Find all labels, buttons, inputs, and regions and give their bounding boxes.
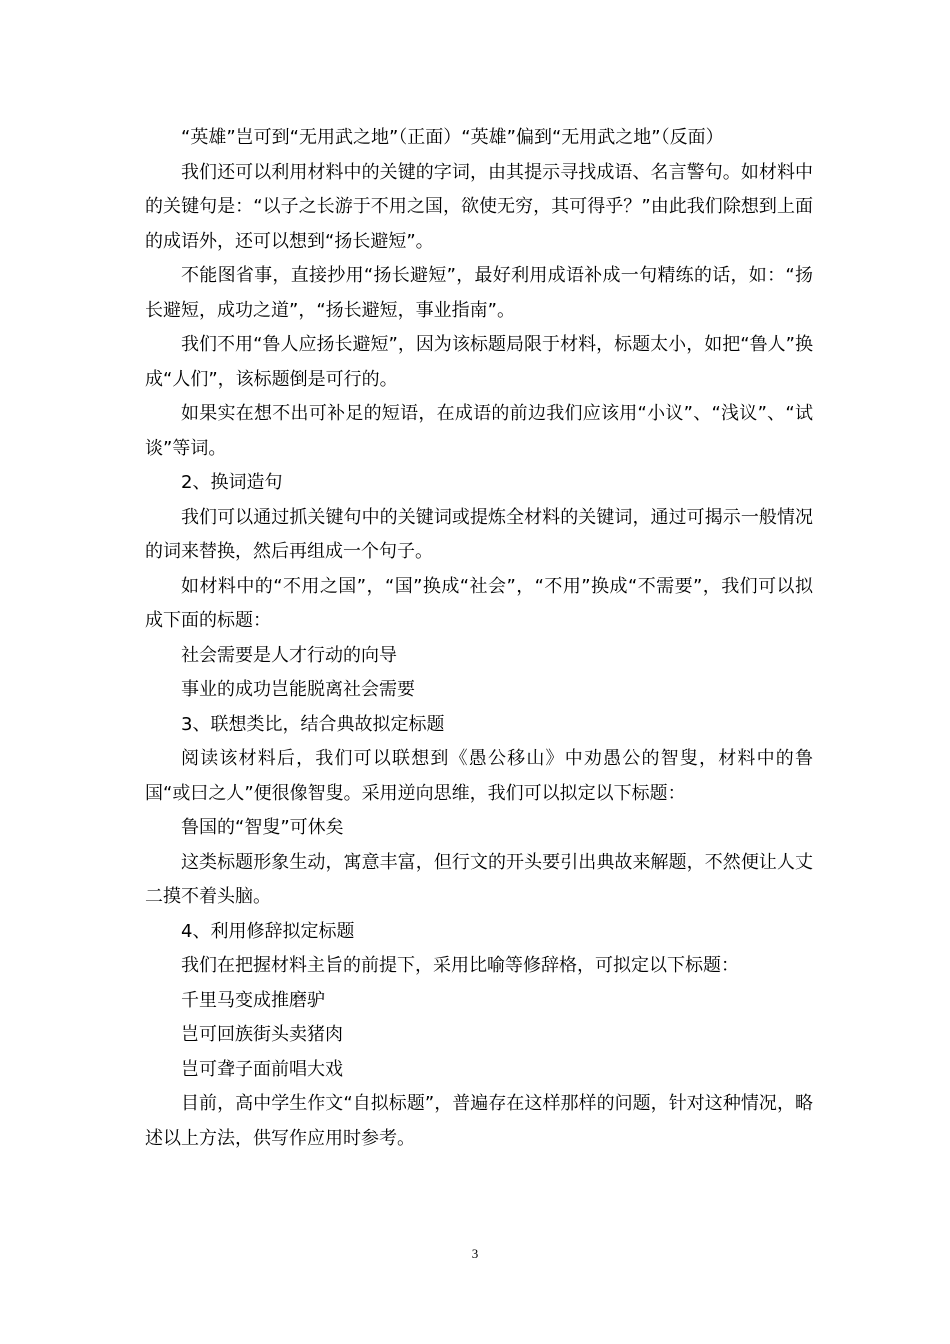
- paragraph: 如果实在想不出可补足的短语，在成语的前边我们应该用“小议”、“浅议”、“试谈”等词。: [145, 403, 813, 459]
- paragraph: 这类标题形象生动，寓意丰富，但行文的开头要引出典故来解题，不然便让人丈二摸不着头脑。: [145, 851, 813, 907]
- example-title: 千里马变成推磨驴: [181, 989, 325, 1011]
- body-text: [145, 121, 813, 1156]
- example-title: 鲁国的“智叟”可休矣: [181, 817, 344, 838]
- paragraph: 我们在把握材料主旨的前提下，采用比喻等修辞格，可拟定以下标题：: [181, 955, 739, 976]
- paragraph: 我们可以通过抓关键句中的关键词或提炼全材料的关键词，通过可揭示一般情况的词来替换，然后再组成一个句子。: [145, 506, 813, 562]
- example-title: 岂可聋子面前唱大戏: [181, 1058, 343, 1080]
- paragraph: 我们不用“鲁人应扬长避短”，因为该标题局限于材料，标题太小，如把“鲁人”换成“人们”，该标题倒是可行的。: [145, 334, 813, 390]
- example-title: 社会需要是人才行动的向导: [181, 644, 397, 666]
- paragraph: 如材料中的“不用之国”，“国”换成“社会”，“不用”换成“不需要”，我们可以拟成下面的标题：: [145, 575, 813, 631]
- example-title: 岂可回族街头卖猪肉: [181, 1024, 343, 1045]
- section-heading: 2、换词造句: [181, 472, 283, 493]
- paragraph: 目前，高中学生作文“自拟标题”，普遍存在这样那样的问题，针对这种情况，略述以上方法，供写作应用时参考。: [145, 1093, 813, 1149]
- paragraph: 不能图省事，直接抄用“扬长避短”，最好利用成语补成一句精练的话，如：“扬长避短，成功之道”，“扬长避短，事业指南”。: [145, 265, 813, 321]
- section-heading: 3、联想类比，结合典故拟定标题: [181, 713, 445, 735]
- paragraph: 阅读该材料后，我们可以联想到《愚公移山》中劝愚公的智叟，材料中的鲁国“或曰之人”便很像智叟。采用逆向思维，我们可以拟定以下标题：: [145, 748, 813, 804]
- example-title: 事业的成功岂能脱离社会需要: [181, 679, 415, 700]
- paragraph: “英雄”岂可到“无用武之地”（正面）“英雄”偏到“无用武之地”（反面）: [181, 127, 724, 148]
- section-heading: 4、利用修辞拟定标题: [181, 920, 355, 942]
- paragraph: 我们还可以利用材料中的关键的字词，由其提示寻找成语、名言警句。如材料中的关键句是：“以子之长游于不用之国，欲使无穷，其可得乎？”由此我们除想到上面的成语外，还可以想到“扬长避短”。: [145, 161, 813, 252]
- page-number: 3: [471, 1246, 479, 1261]
